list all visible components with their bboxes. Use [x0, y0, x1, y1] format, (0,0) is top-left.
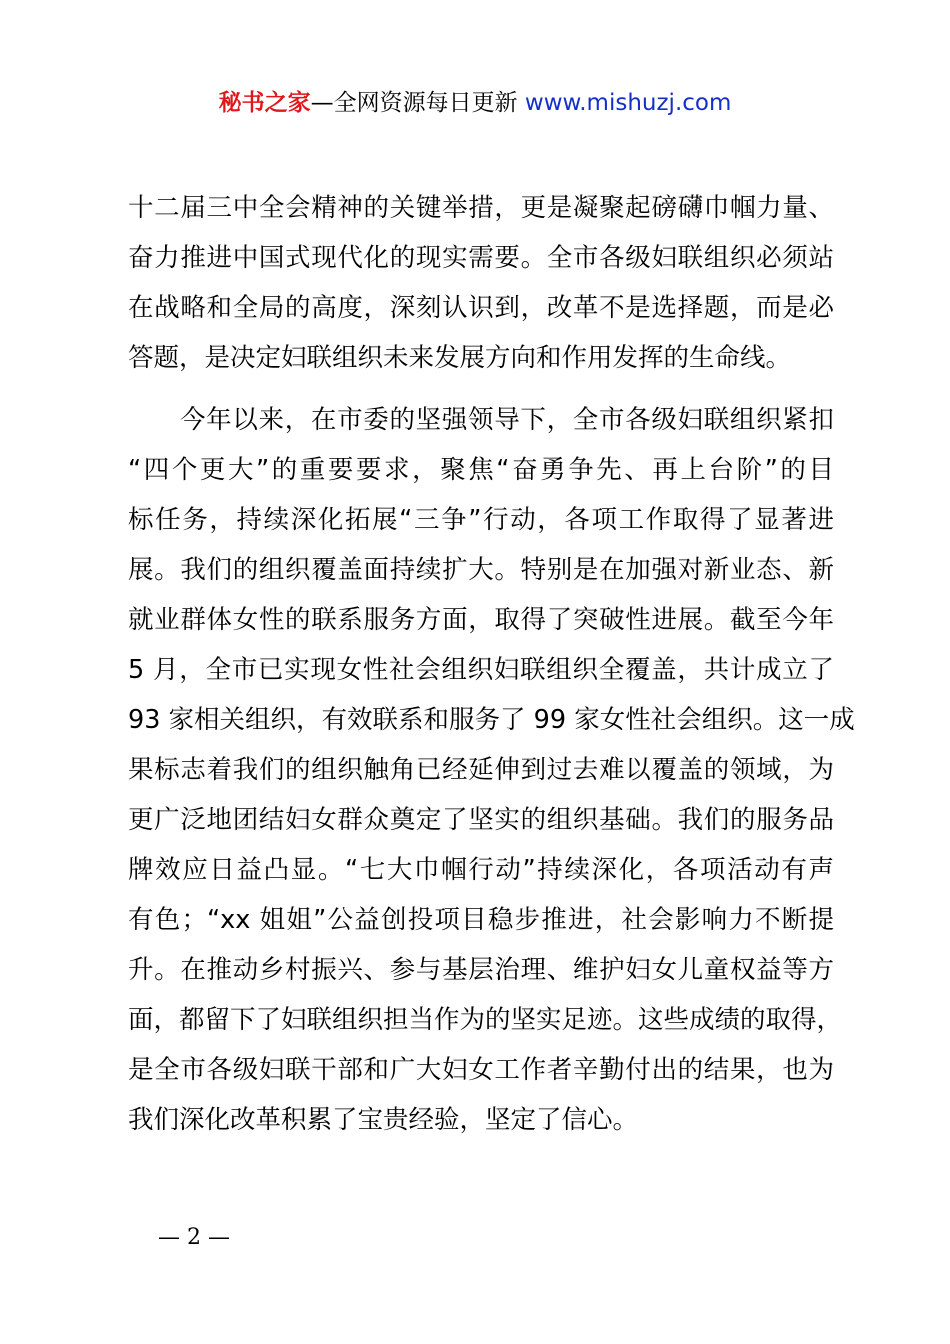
text-line: 标任务，持续深化拓展“三争”行动，各项工作取得了显著进: [128, 505, 834, 535]
text-line: 93 家相关组织，有效联系和服务了 99 家女性社会组织。这一成: [128, 705, 855, 735]
text-line: 5 月，全市已实现女性社会组织妇联组织全覆盖，共计成立了: [128, 655, 834, 685]
header-tagline: —全网资源每日更新: [310, 90, 525, 116]
text-line: 奋力推进中国式现代化的现实需要。全市各级妇联组织必须站: [128, 243, 834, 273]
text-line: 十二届三中全会精神的关键举措，更是凝聚起磅礴巾帼力量、: [128, 193, 834, 223]
text-line: 有色；“xx 姐姐”公益创投项目稳步推进，社会影响力不断提: [128, 905, 834, 935]
text-line: 果标志着我们的组织触角已经延伸到过去难以覆盖的领域，为: [128, 755, 834, 785]
text-line: 牌效应日益凸显。“七大巾帼行动”持续深化，各项活动有声: [128, 855, 834, 885]
text-line: “四个更大”的重要要求，聚焦“奋勇争先、再上台阶”的目: [128, 455, 834, 485]
text-line: 是全市各级妇联干部和广大妇女工作者辛勤付出的结果，也为: [128, 1055, 834, 1085]
text-line: 我们深化改革积累了宝贵经验，坚定了信心。: [128, 1105, 639, 1135]
page-number: — 2 —: [158, 1225, 230, 1250]
brand-name: 秘书之家: [218, 90, 311, 116]
site-header: [0, 86, 950, 120]
text-line: 面，都留下了妇联组织担当作为的坚实足迹。这些成绩的取得，: [128, 1005, 843, 1035]
text-line: 升。在推动乡村振兴、参与基层治理、维护妇女儿童权益等方: [128, 955, 834, 985]
text-line: 今年以来，在市委的坚强领导下，全市各级妇联组织紧扣: [180, 405, 834, 435]
text-line: 在战略和全局的高度，深刻认识到，改革不是选择题，而是必: [128, 293, 834, 323]
site-url-link[interactable]: www.mishuzj.com: [524, 90, 732, 116]
text-line: 答题，是决定妇联组织未来发展方向和作用发挥的生命线。: [128, 343, 792, 373]
text-line: 更广泛地团结妇女群众奠定了坚实的组织基础。我们的服务品: [128, 805, 834, 835]
text-line: 就业群体女性的联系服务方面，取得了突破性进展。截至今年: [128, 605, 834, 635]
document-body: [128, 183, 855, 1145]
text-line: 展。我们的组织覆盖面持续扩大。特别是在加强对新业态、新: [128, 555, 834, 585]
